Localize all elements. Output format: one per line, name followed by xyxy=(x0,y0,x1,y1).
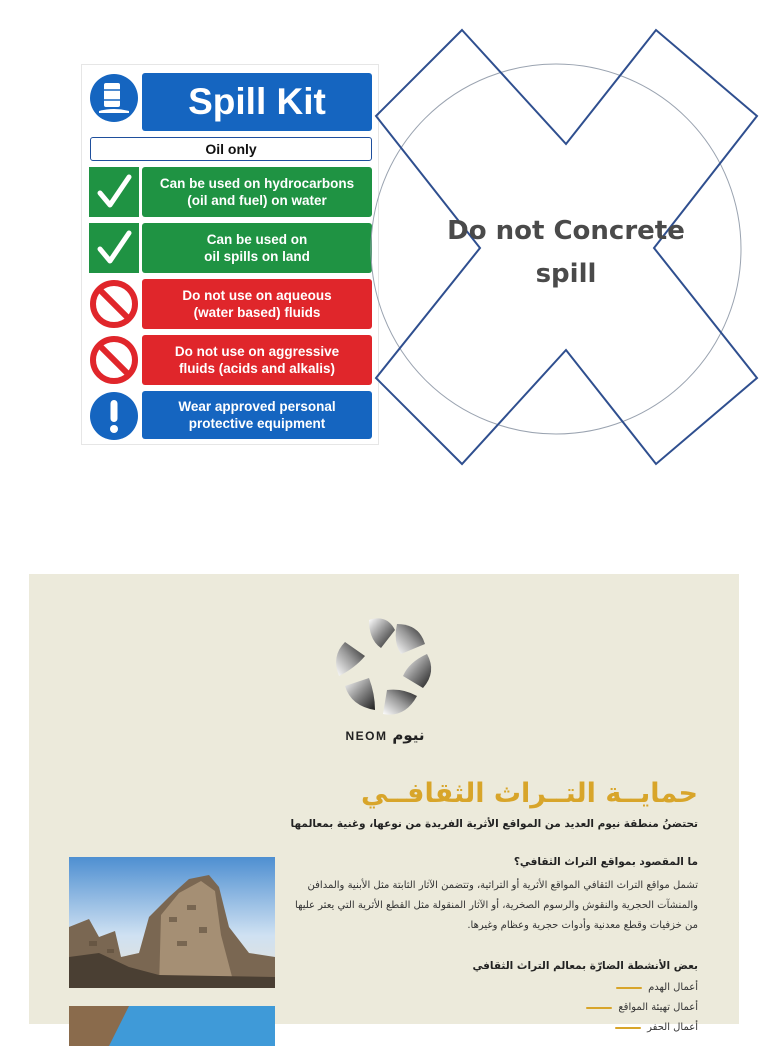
ruins-photo xyxy=(69,857,275,988)
exclamation-icon xyxy=(89,391,139,441)
spill-kit-title: Spill Kit xyxy=(142,73,372,131)
list-item: أعمال تهيئة المواقع xyxy=(586,998,698,1018)
neom-latin: NEOM xyxy=(345,729,388,743)
ppe-panel: Wear approved personal protective equipment xyxy=(142,391,372,439)
hydrocarbons-on-water-panel: Can be used on hydrocarbons (oil and fuel) on water xyxy=(142,167,372,217)
neom-arabic: نيوم xyxy=(392,726,425,744)
oil-spills-on-land-panel: Can be used on oil spills on land xyxy=(142,223,372,273)
definition-paragraph: تشمل مواقع التراث الثقافي المواقع الأثرية أو التراثية، وتتضمن الآثار الثابتة مثل الأبنية والمدافن والمنشآت الحجرية والنقوش والرسوم الصخرية، أو الآثار المنقولة مثل القطع الأثرية التي يعثر عليها من خزفيات وقطع معدنية وأدوات حجرية وعظام وغيرها. xyxy=(295,880,698,931)
no-concrete-spill-sign xyxy=(370,28,762,468)
check-icon xyxy=(89,167,139,217)
page-title: حمايــة التــراث الثقافــي xyxy=(361,778,698,809)
question-heading: ما المقصود بمواقع التراث الثقافي؟ xyxy=(513,856,698,868)
dash-icon xyxy=(615,1027,641,1029)
landscape-photo xyxy=(69,1006,275,1046)
subtitle: تحتضنُ منطقة نيوم العديد من المواقع الأثرية الفريدة من نوعها، وغنية بمعالمها xyxy=(290,818,698,830)
spill-kit-sign xyxy=(81,64,379,445)
harmful-activities-heading: بعض الأنشطة الضارّة بمعالم التراث الثقافي xyxy=(472,960,698,972)
oil-only-label: Oil only xyxy=(90,137,372,161)
no-concrete-text: Do not Concrete spill xyxy=(447,216,685,289)
check-icon xyxy=(89,223,139,273)
aggressive-fluids-panel: Do not use on aggressive fluids (acids and alkalis) xyxy=(142,335,372,385)
aqueous-fluids-panel: Do not use on aqueous (water based) fluids xyxy=(142,279,372,329)
prohibition-icon xyxy=(89,335,139,385)
neom-wordmark xyxy=(329,726,441,744)
prohibition-icon xyxy=(89,279,139,329)
dash-icon xyxy=(586,1007,612,1009)
dash-icon xyxy=(616,987,642,989)
harmful-activities-list xyxy=(586,978,698,1038)
list-item: أعمال الحفر xyxy=(586,1018,698,1038)
neom-logo xyxy=(329,614,441,724)
heritage-leaflet xyxy=(29,574,739,1033)
list-item: أعمال الهدم xyxy=(586,978,698,998)
oil-drum-icon xyxy=(89,73,139,123)
